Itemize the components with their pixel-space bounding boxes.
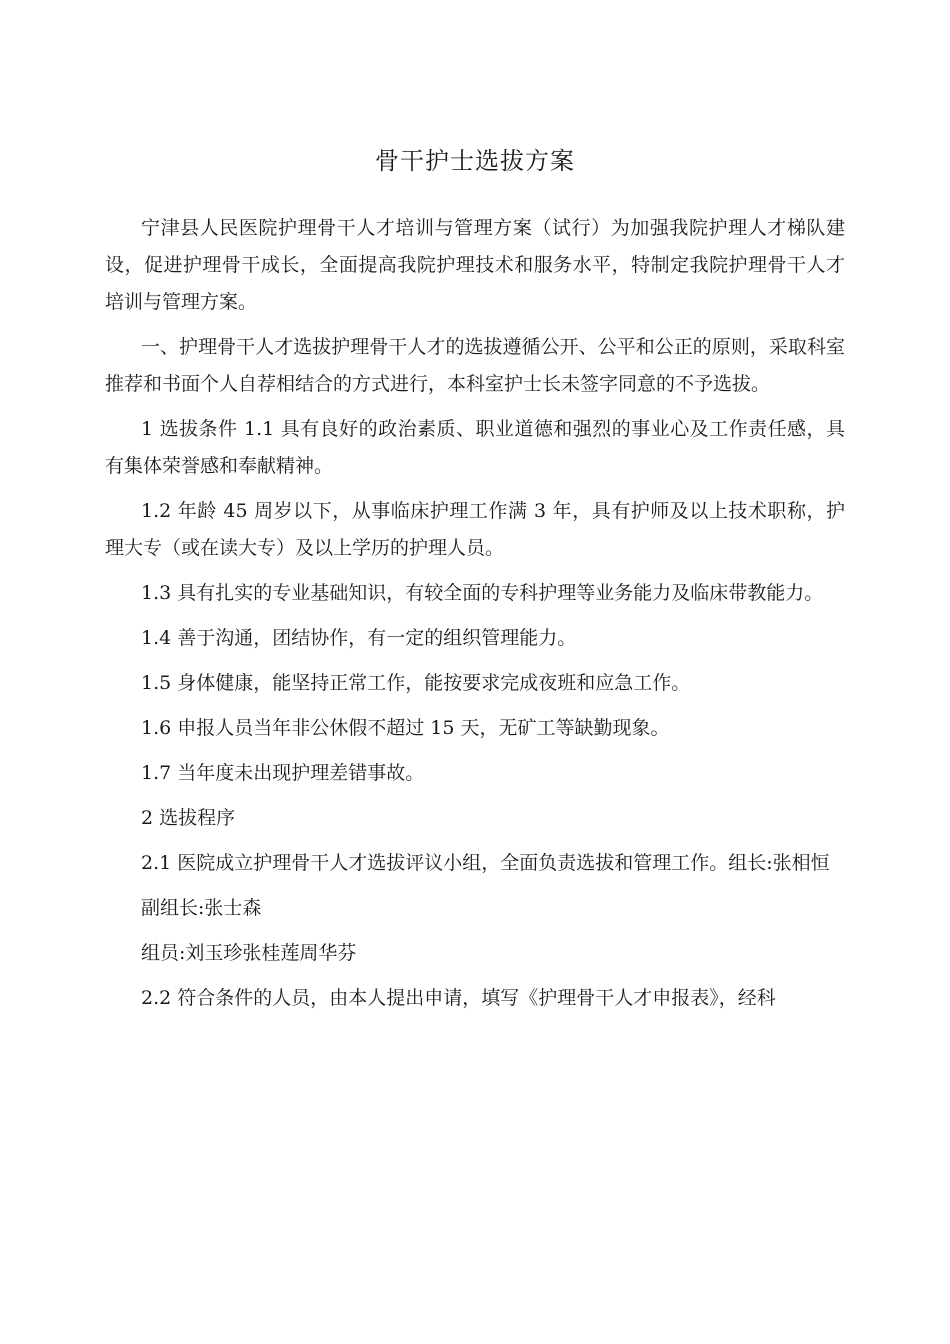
paragraph-condition-1-4: 1.4 善于沟通，团结协作，有一定的组织管理能力。	[141, 627, 577, 649]
document-title: 骨干护士选拔方案	[375, 147, 575, 175]
document-body	[105, 210, 845, 1025]
paragraph-intro: 宁津县人民医院护理骨干人才培训与管理方案（试行）为加强我院护理人才梯队建设，促进护理骨干成长，全面提高我院护理技术和服务水平，特制定我院护理骨干人才培训与管理方案。	[105, 217, 845, 313]
paragraph-condition-1-7: 1.7 当年度未出现护理差错事故。	[141, 762, 425, 784]
paragraph-procedure-2-2: 2.2 符合条件的人员，由本人提出申请，填写《护理骨干人才申报表》，经科	[141, 987, 776, 1009]
paragraph-condition-1-3: 1.3 具有扎实的专业基础知识，有较全面的专科护理等业务能力及临床带教能力。	[141, 582, 824, 604]
paragraph-condition-1-1: 1 选拔条件 1.1 具有良好的政治素质、职业道德和强烈的事业心及工作责任感，具有集体荣誉感和奉献精神。	[105, 418, 845, 477]
paragraph-condition-1-6: 1.6 申报人员当年非公休假不超过 15 天，无矿工等缺勤现象。	[141, 717, 670, 739]
paragraph-members: 组员:刘玉珍张桂莲周华芬	[141, 942, 357, 964]
paragraph-procedure-heading: 2 选拔程序	[141, 807, 236, 829]
paragraph-deputy-leader: 副组长:张士森	[141, 897, 262, 919]
paragraph-condition-1-2: 1.2 年龄 45 周岁以下，从事临床护理工作满 3 年，具有护师及以上技术职称，护理大专（或在读大专）及以上学历的护理人员。	[105, 500, 845, 559]
paragraph-condition-1-5: 1.5 身体健康，能坚持正常工作，能按要求完成夜班和应急工作。	[141, 672, 691, 694]
paragraph-procedure-2-1: 2.1 医院成立护理骨干人才选拔评议小组，全面负责选拔和管理工作。组长:张相恒	[141, 852, 830, 874]
paragraph-section-1: 一、护理骨干人才选拔护理骨干人才的选拔遵循公开、公平和公正的原则，采取科室推荐和书面个人自荐相结合的方式进行，本科室护士长未签字同意的不予选拔。	[105, 336, 845, 395]
